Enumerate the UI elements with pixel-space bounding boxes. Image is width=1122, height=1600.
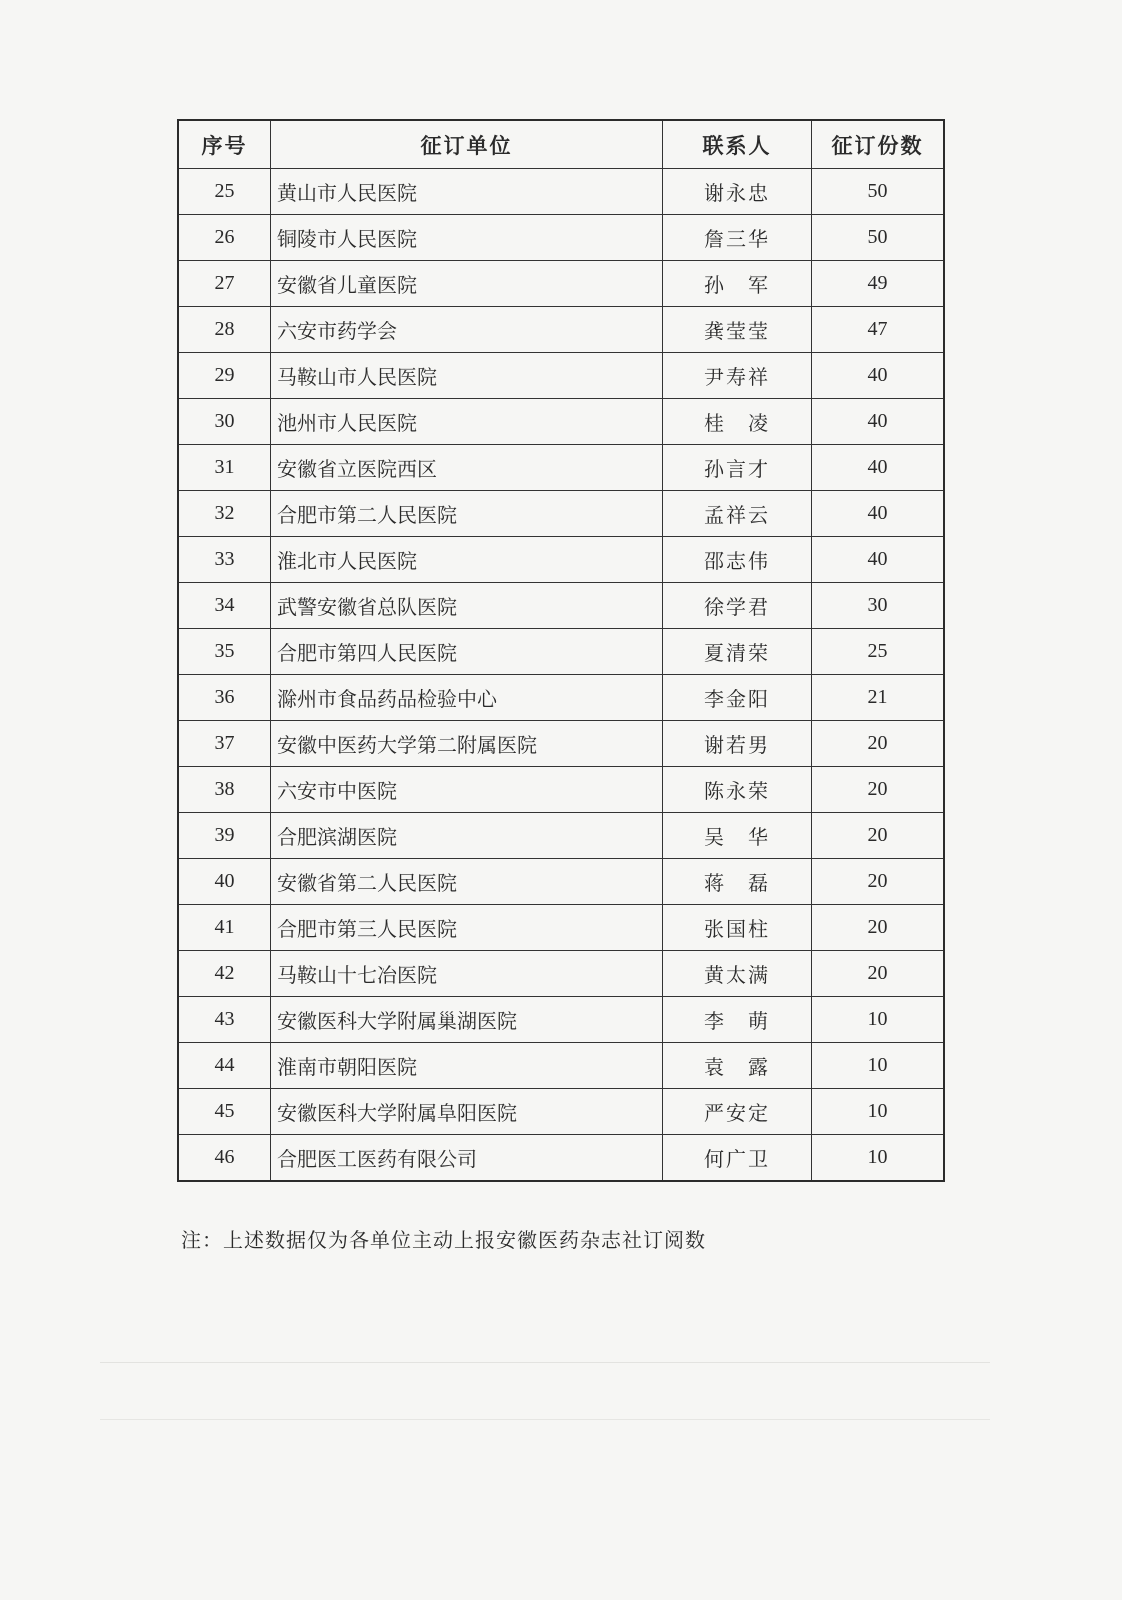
serial-number-cell: 34 bbox=[178, 583, 271, 629]
unit-name-cell: 安徽省儿童医院 bbox=[271, 261, 663, 307]
serial-number-cell: 46 bbox=[178, 1135, 271, 1182]
show-through-band bbox=[100, 1362, 990, 1420]
contact-person-cell: 张国柱 bbox=[663, 905, 812, 951]
serial-number-cell: 37 bbox=[178, 721, 271, 767]
serial-number-cell: 41 bbox=[178, 905, 271, 951]
serial-number-cell: 30 bbox=[178, 399, 271, 445]
unit-name-cell: 安徽中医药大学第二附属医院 bbox=[271, 721, 663, 767]
serial-number-cell: 44 bbox=[178, 1043, 271, 1089]
table-row bbox=[178, 905, 944, 951]
contact-person-cell: 严安定 bbox=[663, 1089, 812, 1135]
table-row bbox=[178, 307, 944, 353]
contact-person-cell: 谢若男 bbox=[663, 721, 812, 767]
unit-name-cell: 武警安徽省总队医院 bbox=[271, 583, 663, 629]
contact-person-cell: 陈永荣 bbox=[663, 767, 812, 813]
footnote: 注：上述数据仅为各单位主动上报安徽医药杂志社订阅数 bbox=[181, 1228, 706, 1252]
copies-cell: 10 bbox=[812, 1089, 945, 1135]
unit-name-cell: 马鞍山十七冶医院 bbox=[271, 951, 663, 997]
copies-cell: 20 bbox=[812, 767, 945, 813]
table-row bbox=[178, 813, 944, 859]
unit-name-cell: 黄山市人民医院 bbox=[271, 169, 663, 215]
contact-person-cell: 尹寿祥 bbox=[663, 353, 812, 399]
contact-person-cell: 詹三华 bbox=[663, 215, 812, 261]
table-row bbox=[178, 721, 944, 767]
copies-cell: 20 bbox=[812, 813, 945, 859]
serial-number-cell: 35 bbox=[178, 629, 271, 675]
header-serial-number: 序号 bbox=[178, 120, 271, 169]
serial-number-cell: 25 bbox=[178, 169, 271, 215]
copies-cell: 25 bbox=[812, 629, 945, 675]
copies-cell: 47 bbox=[812, 307, 945, 353]
contact-person-cell: 蒋 磊 bbox=[663, 859, 812, 905]
serial-number-cell: 32 bbox=[178, 491, 271, 537]
table-row bbox=[178, 997, 944, 1043]
table-row bbox=[178, 951, 944, 997]
unit-name-cell: 淮北市人民医院 bbox=[271, 537, 663, 583]
header-copies: 征订份数 bbox=[812, 120, 945, 169]
serial-number-cell: 27 bbox=[178, 261, 271, 307]
table-row bbox=[178, 169, 944, 215]
unit-name-cell: 六安市中医院 bbox=[271, 767, 663, 813]
table-row bbox=[178, 537, 944, 583]
serial-number-cell: 38 bbox=[178, 767, 271, 813]
table-row bbox=[178, 1135, 944, 1182]
serial-number-cell: 33 bbox=[178, 537, 271, 583]
unit-name-cell: 合肥市第二人民医院 bbox=[271, 491, 663, 537]
contact-person-cell: 龚莹莹 bbox=[663, 307, 812, 353]
copies-cell: 10 bbox=[812, 1043, 945, 1089]
copies-cell: 40 bbox=[812, 537, 945, 583]
copies-cell: 20 bbox=[812, 859, 945, 905]
table-row bbox=[178, 215, 944, 261]
serial-number-cell: 40 bbox=[178, 859, 271, 905]
unit-name-cell: 马鞍山市人民医院 bbox=[271, 353, 663, 399]
contact-person-cell: 夏清荣 bbox=[663, 629, 812, 675]
contact-person-cell: 李金阳 bbox=[663, 675, 812, 721]
table-row bbox=[178, 1043, 944, 1089]
unit-name-cell: 六安市药学会 bbox=[271, 307, 663, 353]
copies-cell: 10 bbox=[812, 997, 945, 1043]
copies-cell: 20 bbox=[812, 951, 945, 997]
serial-number-cell: 31 bbox=[178, 445, 271, 491]
copies-cell: 20 bbox=[812, 905, 945, 951]
serial-number-cell: 43 bbox=[178, 997, 271, 1043]
table-row bbox=[178, 261, 944, 307]
unit-name-cell: 合肥市第三人民医院 bbox=[271, 905, 663, 951]
contact-person-cell: 桂 凌 bbox=[663, 399, 812, 445]
contact-person-cell: 孟祥云 bbox=[663, 491, 812, 537]
unit-name-cell: 安徽省立医院西区 bbox=[271, 445, 663, 491]
copies-cell: 49 bbox=[812, 261, 945, 307]
unit-name-cell: 安徽省第二人民医院 bbox=[271, 859, 663, 905]
header-contact-person: 联系人 bbox=[663, 120, 812, 169]
copies-cell: 40 bbox=[812, 445, 945, 491]
unit-name-cell: 淮南市朝阳医院 bbox=[271, 1043, 663, 1089]
unit-name-cell: 合肥医工医药有限公司 bbox=[271, 1135, 663, 1182]
copies-cell: 50 bbox=[812, 215, 945, 261]
table-row bbox=[178, 767, 944, 813]
serial-number-cell: 28 bbox=[178, 307, 271, 353]
table-row bbox=[178, 675, 944, 721]
copies-cell: 50 bbox=[812, 169, 945, 215]
unit-name-cell: 滁州市食品药品检验中心 bbox=[271, 675, 663, 721]
contact-person-cell: 孙 军 bbox=[663, 261, 812, 307]
copies-cell: 40 bbox=[812, 491, 945, 537]
copies-cell: 30 bbox=[812, 583, 945, 629]
table-row bbox=[178, 399, 944, 445]
serial-number-cell: 42 bbox=[178, 951, 271, 997]
subscription-table bbox=[177, 119, 945, 1182]
copies-cell: 21 bbox=[812, 675, 945, 721]
table-body bbox=[178, 169, 944, 1182]
contact-person-cell: 徐学君 bbox=[663, 583, 812, 629]
header-subscribing-unit: 征订单位 bbox=[271, 120, 663, 169]
serial-number-cell: 26 bbox=[178, 215, 271, 261]
table-header-row bbox=[178, 120, 944, 169]
table-row bbox=[178, 445, 944, 491]
serial-number-cell: 29 bbox=[178, 353, 271, 399]
unit-name-cell: 铜陵市人民医院 bbox=[271, 215, 663, 261]
copies-cell: 10 bbox=[812, 1135, 945, 1182]
contact-person-cell: 孙言才 bbox=[663, 445, 812, 491]
table-row bbox=[178, 859, 944, 905]
unit-name-cell: 合肥滨湖医院 bbox=[271, 813, 663, 859]
contact-person-cell: 谢永忠 bbox=[663, 169, 812, 215]
serial-number-cell: 36 bbox=[178, 675, 271, 721]
unit-name-cell: 安徽医科大学附属阜阳医院 bbox=[271, 1089, 663, 1135]
table-row bbox=[178, 353, 944, 399]
contact-person-cell: 黄太满 bbox=[663, 951, 812, 997]
contact-person-cell: 邵志伟 bbox=[663, 537, 812, 583]
contact-person-cell: 李 萌 bbox=[663, 997, 812, 1043]
serial-number-cell: 39 bbox=[178, 813, 271, 859]
table-row bbox=[178, 629, 944, 675]
contact-person-cell: 袁 露 bbox=[663, 1043, 812, 1089]
unit-name-cell: 安徽医科大学附属巢湖医院 bbox=[271, 997, 663, 1043]
copies-cell: 40 bbox=[812, 353, 945, 399]
contact-person-cell: 何广卫 bbox=[663, 1135, 812, 1182]
unit-name-cell: 池州市人民医院 bbox=[271, 399, 663, 445]
serial-number-cell: 45 bbox=[178, 1089, 271, 1135]
table-row bbox=[178, 491, 944, 537]
unit-name-cell: 合肥市第四人民医院 bbox=[271, 629, 663, 675]
table-row bbox=[178, 1089, 944, 1135]
copies-cell: 40 bbox=[812, 399, 945, 445]
copies-cell: 20 bbox=[812, 721, 945, 767]
table-row bbox=[178, 583, 944, 629]
contact-person-cell: 吴 华 bbox=[663, 813, 812, 859]
